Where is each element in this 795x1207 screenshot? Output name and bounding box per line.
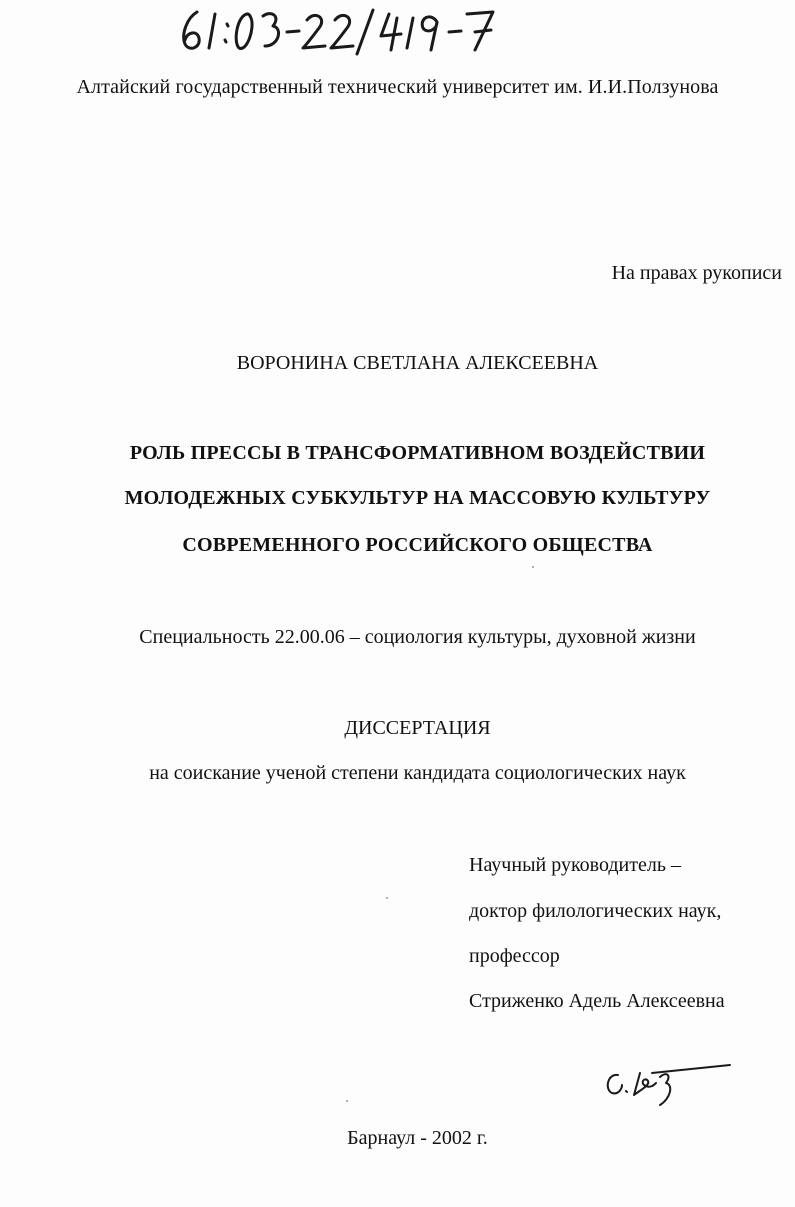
- manuscript-note: На правах рукописи: [611, 262, 782, 284]
- university-name: Алтайский государственный технический университет им. И.И.Ползунова: [76, 76, 719, 98]
- supervisor-academic-degree: доктор филологических наук,: [469, 900, 722, 922]
- supervisor-role: Научный руководитель –: [469, 854, 681, 876]
- dissertation-title-line-2: МОЛОДЕЖНЫХ СУБКУЛЬТУР НА МАССОВУЮ КУЛЬТУРУ: [124, 487, 711, 509]
- signature-drawing: [600, 1055, 735, 1110]
- paper-speck: [386, 897, 388, 899]
- city-and-year: Барнаул - 2002 г.: [347, 1127, 488, 1149]
- document-type: ДИССЕРТАЦИЯ: [344, 717, 491, 739]
- supervisor-name: Стриженко Адель Алексеевна: [469, 990, 725, 1012]
- supervisor-academic-title: профессор: [469, 945, 560, 967]
- handwritten-signature: [600, 1055, 735, 1110]
- specialty-line: Специальность 22.00.06 – социология культуры, духовной жизни: [139, 626, 696, 648]
- degree-line: на соискание ученой степени кандидата социологических наук: [149, 762, 686, 784]
- paper-speck: [532, 566, 534, 568]
- archive-stamp-handwritten: [175, 4, 515, 56]
- author-name: ВОРОНИНА СВЕТЛАНА АЛЕКСЕЕВНА: [236, 352, 599, 374]
- dissertation-title-line-1: РОЛЬ ПРЕССЫ В ТРАНСФОРМАТИВНОМ ВОЗДЕЙСТВИИ: [129, 442, 706, 464]
- archive-stamp-drawing: [175, 4, 515, 56]
- dissertation-title-line-3: СОВРЕМЕННОГО РОССИЙСКОГО ОБЩЕСТВА: [182, 534, 653, 556]
- paper-speck: [346, 1100, 348, 1102]
